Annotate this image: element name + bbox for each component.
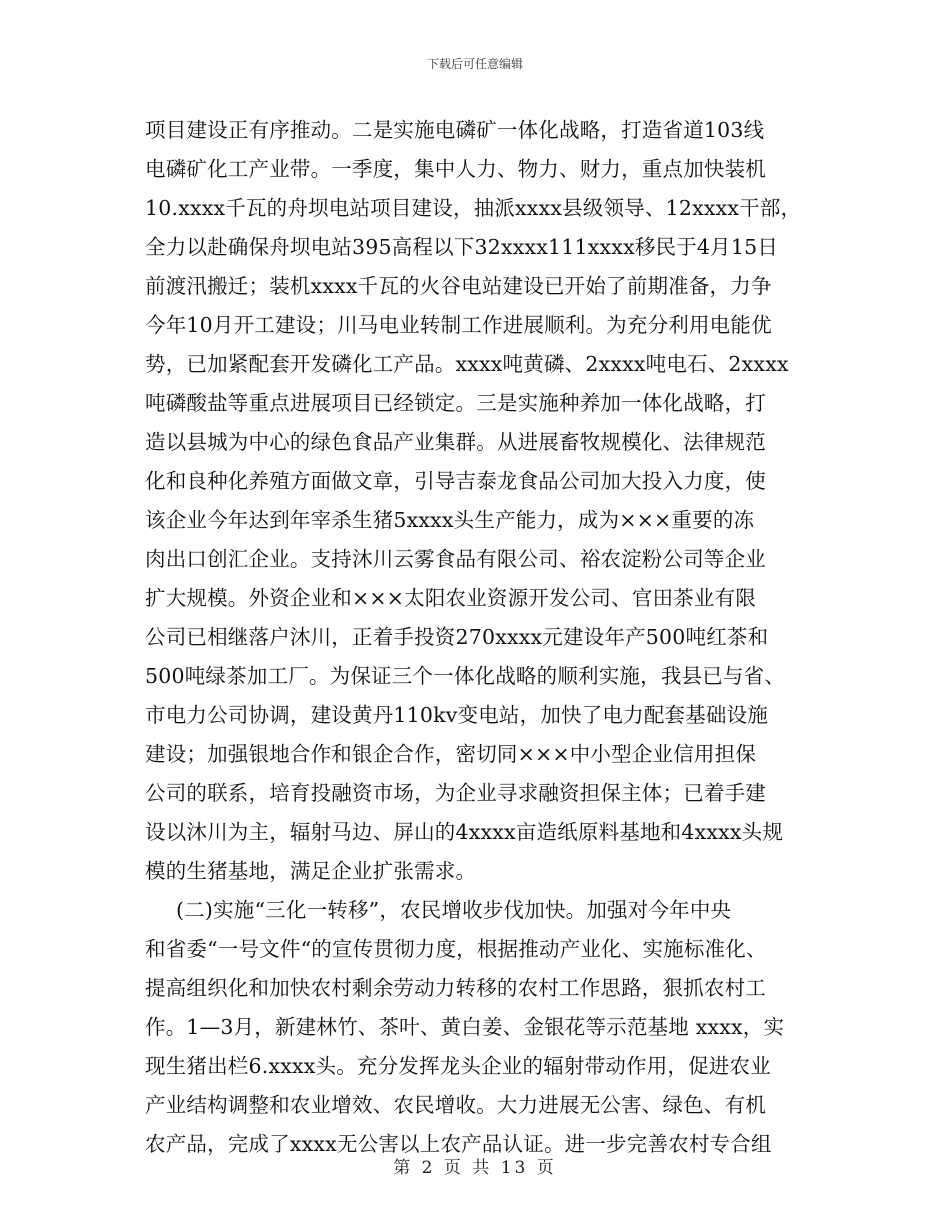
- text-line: 电磷矿化工产业带。一季度，集中人力、物力、财力，重点加快装机: [145, 157, 766, 181]
- text-line: 造以县城为中心的绿色食品产业集群。从进展畜牧规模化、法律规范: [145, 430, 766, 454]
- text-line: 该企业今年达到年宰杀生猪5xxxx头生产能力，成为×××重要的冻: [145, 508, 755, 532]
- text-line: 前渡汛搬迁；装机xxxx千瓦的火谷电站建设已开始了前期准备，力争: [145, 274, 772, 298]
- text-line: 今年10月开工建设；川马电业转制工作进展顺利。为充分利用电能优: [145, 313, 772, 337]
- text-line: 500吨绿茶加工厂。为保证三个一体化战略的顺利实施，我县已与省、: [145, 664, 786, 688]
- text-line: 设以沐川为主，辐射马边、屏山的4xxxx亩造纸原料基地和4xxxx头规: [145, 820, 784, 844]
- text-line: 全力以赴确保舟坝电站395高程以下32xxxx111xxxx移民于4月15日: [145, 235, 779, 259]
- page-header: 下载后可任意编辑: [426, 57, 523, 71]
- text-line: 公司已相继落户沐川，正着手投资270xxxx元建设年产500吨红茶和: [145, 625, 769, 649]
- page-footer: 第 2 页 共 13 页: [393, 1158, 557, 1178]
- text-line: 农产品，完成了xxxx无公害以上农产品认证。进一步完善农村专合组: [145, 1132, 772, 1156]
- text-line: 模的生猪基地，满足企业扩张需求。: [145, 859, 477, 883]
- text-line: 吨磷酸盐等重点进展项目已经锁定。三是实施种养加一体化战略，打: [145, 391, 766, 415]
- text-line: 现生猪出栏6.xxxx头。充分发挥龙头企业的辐射带动作用，促进农业: [145, 1054, 771, 1078]
- text-line: 10.xxxx千瓦的舟坝电站项目建设，抽派xxxx县级领导、12xxxx干部，: [145, 196, 802, 220]
- body-text: [145, 111, 813, 1164]
- text-line: 建设；加强银地合作和银企合作，密切同×××中小型企业信用担保: [145, 742, 757, 766]
- text-line: 肉出口创汇企业。支持沐川云雾食品有限公司、裕农淀粉公司等企业: [145, 547, 766, 571]
- text-line: 产业结构调整和农业增效、农民增收。大力进展无公害、绿色、有机: [145, 1093, 766, 1117]
- text-line: 扩大规模。外资企业和×××太阳农业资源开发公司、官田茶业有限: [145, 586, 757, 610]
- text-line: 项目建设正有序推动。二是实施电磷矿一体化战略，打造省道103线: [145, 118, 765, 142]
- text-line: 提高组织化和加快农村剩余劳动力转移的农村工作思路，狠抓农村工: [145, 976, 766, 1000]
- paragraph-start-line: (二)实施“三化一转移”，农民增收步伐加快。加强对今年中央: [176, 898, 732, 922]
- text-line: 化和良种化养殖方面做文章，引导吉泰龙食品公司加大投入力度，使: [145, 469, 766, 493]
- text-line: 势，已加紧配套开发磷化工产品。xxxx吨黄磷、2xxxx吨电石、2xxxx: [145, 352, 789, 376]
- text-line: 市电力公司协调，建设黄丹110kv变电站，加快了电力配套基础设施: [145, 703, 769, 727]
- text-line: 公司的联系，培育投融资市场，为企业寻求融资担保主体；已着手建: [145, 781, 766, 805]
- text-line: 和省委“一号文件“的宣传贯彻力度，根据推动产业化、实施标准化、: [145, 937, 767, 961]
- text-line: 作。1—3月，新建林竹、茶叶、黄白姜、金银花等示范基地 xxxx，实: [145, 1015, 785, 1039]
